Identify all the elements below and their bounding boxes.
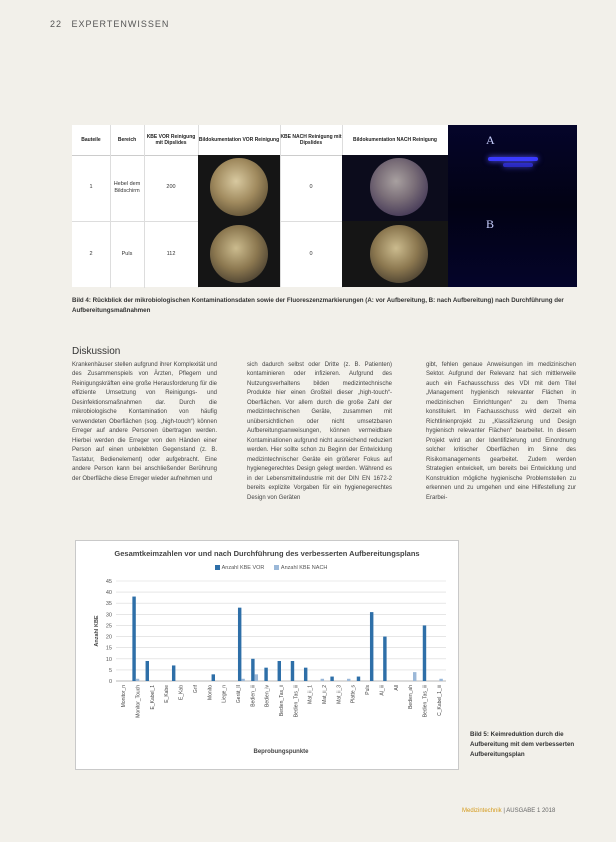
- uv-glow-strip: [488, 157, 538, 161]
- y-tick-label: 0: [108, 679, 112, 685]
- bar-vor: [264, 668, 267, 681]
- row2-bauteile: 2: [72, 221, 111, 288]
- col-header-bild-vor: Bildokumentation VOR Reinigung: [198, 125, 281, 156]
- bar-nach: [413, 672, 416, 681]
- bar-nach: [241, 679, 244, 681]
- figure-5-chart: [75, 540, 459, 770]
- page-number: 22: [50, 19, 63, 29]
- bar-nach: [136, 679, 139, 681]
- col-header-bild-nach: Bildokumentation NACH Reinigung: [342, 125, 449, 156]
- figure-5-caption: Bild 5: Keimreduktion durch die Aufbereitung mit dem verbesserten Aufbereitungsplan: [470, 731, 575, 758]
- x-tick-label: E_Kabel_1: [149, 685, 156, 710]
- col-header-bereich: Bereich: [110, 125, 145, 156]
- col-header-bauteile: Bauteile: [72, 125, 111, 156]
- legend-label-nach: Anzahl KBE NACH: [280, 565, 328, 571]
- x-tick-label: Bedien_Tas_iii: [422, 685, 429, 718]
- row1-bereich: Hebel dem Bildschirm: [110, 155, 145, 221]
- bar-nach: [347, 679, 350, 681]
- journal-name: Medizintechnik: [462, 808, 502, 814]
- x-tick-label: E_Kabe: [164, 685, 171, 703]
- x-tick-label: Liege_n: [221, 685, 228, 703]
- x-tick-label: Puls: [365, 685, 372, 695]
- x-tick-label: Bedien_Tas_ii: [279, 685, 285, 717]
- y-tick-label: 30: [105, 612, 112, 619]
- uv-glow-strip: [503, 163, 533, 167]
- bar-vor: [212, 674, 215, 681]
- figure-4-table: [72, 125, 577, 287]
- bar-vor: [304, 668, 307, 681]
- y-axis-label: Anzahl KBE: [94, 615, 100, 647]
- x-tick-label: E_Kab: [178, 685, 185, 701]
- row2-photo-before: [198, 221, 281, 287]
- bar-vor: [172, 665, 175, 681]
- x-tick-label: C_Kabel_1_iii: [436, 685, 443, 716]
- bar-vor: [278, 661, 281, 681]
- bar-vor: [132, 597, 135, 681]
- row2-photo-after: [342, 221, 449, 287]
- row2-kbe-nach: 0: [280, 221, 343, 288]
- running-head: [50, 19, 169, 29]
- x-tick-label: Gerät_II: [235, 685, 242, 704]
- col-header-kbe-nach: KBE NACH Reinigung mit Dipslides: [280, 125, 343, 156]
- figure-4-caption: Bild 4: Rückblick der mikrobiologischen Kontaminationsdaten sowie der Fluoreszenzmarkierungen (A: vor Aufbereitung, B: nach Aufbereitung) nach Durchführung der Aufbereitungsmaßnahmen: [72, 297, 564, 315]
- body-column-1: Krankenhäuser stellen aufgrund ihrer Komplexität und des Zusammenspiels von Ärzten, Pflegern und Reinigungskräften eine große Herausforderung für die effiziente Umsetzung von Reinigungs- und Desinfektionsmaßnahmen dar. Durch die mikrobiologische Kontamination von häufig verwendeten Oberflächen (sog. „high-touch“) können Erreger auf andere Personen übertragen werden. Hierbei werden die Erreger von den Händen einer Person auf einen unbelebten Gegenstand (z. B. Tastatur, Bedienelement) oder aufgebracht. Eine andere Person kann bei anschließender Berührung der Oberfläche diese Erreger wieder aufnehmen und: [72, 362, 217, 482]
- chart-legend: [76, 565, 458, 571]
- coin-image: [370, 158, 428, 216]
- section-title: EXPERTENWISSEN: [71, 19, 170, 29]
- uv-label-a: A: [486, 133, 495, 147]
- row2-bereich: Puls: [110, 221, 145, 288]
- x-tick-label: Mat_ii_1: [307, 685, 314, 704]
- bar-nach: [321, 679, 324, 681]
- section-heading: Diskussion: [72, 346, 121, 357]
- legend-label-vor: Anzahl KBE VOR: [221, 565, 265, 571]
- row1-bauteile: 1: [72, 155, 111, 221]
- x-tick-label: Bedien_iv: [264, 685, 271, 707]
- bar-vor: [357, 677, 360, 681]
- body-column-3: gibt, fehlen genaue Anweisungen im medizinischen Sektor. Aufgrund der Relevanz hat sich mittlerweile auch ein Fachausschuss des VDI mit dem Titel „Management hygienisch relevanter Flächen in medizinischen Einrichtungen“ zu dem Thema konstituiert. Im Fachausschuss wird derzeit ein Richtlinienprojekt zu „Klassifizierung und Design hygienisch relevanter Flächen“ bearbeitet. In diesem Projekt wird an der Identifizierung und Einordnung solcher kritischer Oberflächen im Sinne des Risikomanagements gearbeitet. Zudem werden Strategien entwickelt, um bereits bei Entwicklung und Konstruktion mögliche hygienische Problemstellen zu erkennen und zu umgehen und eine Hilfestellung zur Erarbei-: [426, 362, 576, 501]
- bar-vor: [291, 661, 294, 681]
- bar-nach: [255, 674, 258, 681]
- coin-image: [210, 225, 268, 283]
- bar-nach: [439, 679, 442, 681]
- y-tick-label: 5: [108, 667, 112, 674]
- uv-label-b: B: [486, 217, 495, 231]
- x-tick-label: Monitor_n: [121, 685, 128, 708]
- row1-kbe-vor: 200: [144, 155, 199, 221]
- y-tick-label: 10: [105, 656, 112, 663]
- x-tick-label: All: [393, 685, 400, 691]
- coin-image: [210, 158, 268, 216]
- y-tick-label: 45: [105, 579, 112, 585]
- x-tick-label: Al_iii: [379, 685, 386, 696]
- results-table: [72, 125, 448, 287]
- x-axis-label: Beprobungspunkte: [253, 749, 309, 755]
- bar-vor: [251, 659, 254, 681]
- x-tick-label: Bedien_ah: [408, 685, 415, 709]
- coin-image: [370, 225, 428, 283]
- x-tick-label: Platte_s: [350, 685, 357, 704]
- x-tick-label: Mat_ii_3: [336, 685, 343, 704]
- x-tick-label: Grif: [192, 685, 199, 694]
- x-tick-label: Monitor_Touch: [135, 685, 142, 718]
- bar-vor: [383, 637, 386, 681]
- row2-kbe-vor: 112: [144, 221, 199, 288]
- y-tick-label: 40: [105, 590, 112, 597]
- legend-swatch-nach: [274, 565, 279, 570]
- col-header-kbe-vor: KBE VOR Reinigung mit Dipslides: [144, 125, 199, 156]
- x-tick-label: Monito: [207, 685, 214, 701]
- chart-title: Gesamtkeimzahlen vor und nach Durchführung des verbesserten Aufbereitungsplans: [114, 549, 420, 558]
- row1-photo-before: [198, 155, 281, 221]
- row1-photo-after: [342, 155, 449, 221]
- bar-vor: [370, 612, 373, 681]
- bar-vor: [330, 677, 333, 681]
- y-tick-label: 25: [105, 623, 112, 630]
- y-tick-label: 20: [105, 634, 112, 641]
- bar-vor: [423, 625, 426, 681]
- issue-label: AUSGABE 1 2018: [506, 808, 556, 814]
- y-tick-label: 15: [105, 645, 112, 652]
- uv-fluorescence-panel: [448, 125, 577, 287]
- page-footer: Medizintechnik | AUSGABE 1 2018: [462, 808, 556, 814]
- x-tick-label: Bedien_iii: [250, 685, 257, 707]
- bar-vor: [146, 661, 149, 681]
- x-tick-label: Bedien_Tas_iii: [293, 685, 300, 718]
- row1-kbe-nach: 0: [280, 155, 343, 221]
- bar-vor: [238, 608, 241, 681]
- x-tick-label: Mat_ii_2: [322, 685, 329, 704]
- y-tick-label: 35: [105, 601, 112, 608]
- bar-chart: [76, 541, 458, 769]
- legend-swatch-vor: [215, 565, 220, 570]
- body-column-2: sich dadurch selbst oder Dritte (z. B. Patienten) kontaminieren oder infizieren. Aufgrund des Nutzungsverhaltens bilden medizintechnische Produkte hier einen Großteil dieser „high-touch“-Oberflächen. Vor allem durch die große Zahl der medizintechnischen Geräte, zusammen mit unübersichtlichen oder nicht umsetzbaren Aufbereitungsanweisungen, können vermeidbare Kontaminationen aufgrund nicht ausreichend reduziert werden. Hier sollte schon zu Beginn der Entwicklung medizintechnischer Geräte ein größerer Fokus auf hygienegerechtes Design gelegt werden. Während es in der Lebensmittelindustrie mit der DIN EN 1672-2 bereits explizite Vorgaben für ein hygienegerechtes Design von Geräten: [247, 362, 392, 501]
